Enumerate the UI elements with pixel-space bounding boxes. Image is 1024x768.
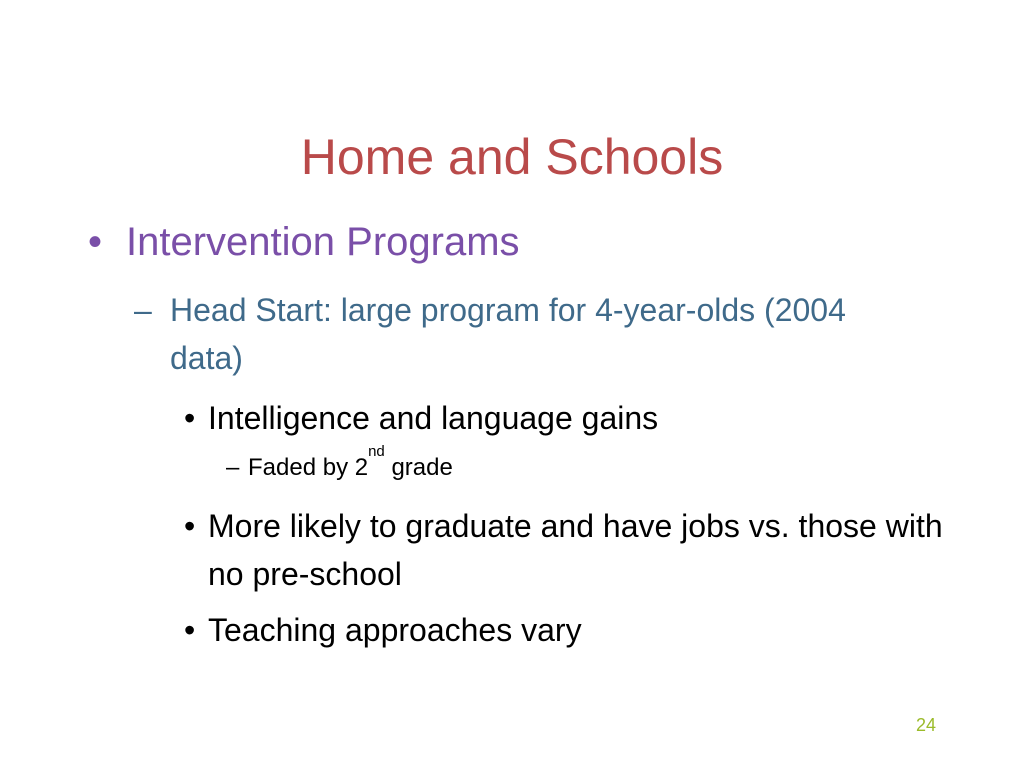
- bullet-icon: •: [88, 220, 103, 264]
- bullet-text: Intervention Programs: [126, 220, 520, 264]
- dash-icon: –: [226, 454, 240, 481]
- bullet-icon: •: [184, 400, 196, 436]
- sub-sub-bullet-text: More likely to graduate and have jobs vs. those with no pre-school: [208, 508, 943, 592]
- bullet-icon: •: [184, 612, 196, 648]
- sub-sub-bullet-text: Intelligence and language gains: [208, 400, 659, 436]
- detail-superscript: nd: [368, 443, 385, 460]
- page-number: 24: [915, 715, 936, 735]
- detail-text: [248, 443, 453, 484]
- sub-sub-bullet-text: Teaching approaches vary: [208, 612, 582, 648]
- detail-suffix: grade: [384, 454, 453, 481]
- detail-prefix: Faded by 2: [248, 454, 369, 481]
- dash-icon: –: [134, 292, 152, 328]
- slide-title: Home and Schools: [300, 129, 724, 185]
- sub-bullet-text: Head Start: large program for 4-year-olds (2004 data): [170, 292, 846, 376]
- bullet-icon: •: [184, 508, 196, 544]
